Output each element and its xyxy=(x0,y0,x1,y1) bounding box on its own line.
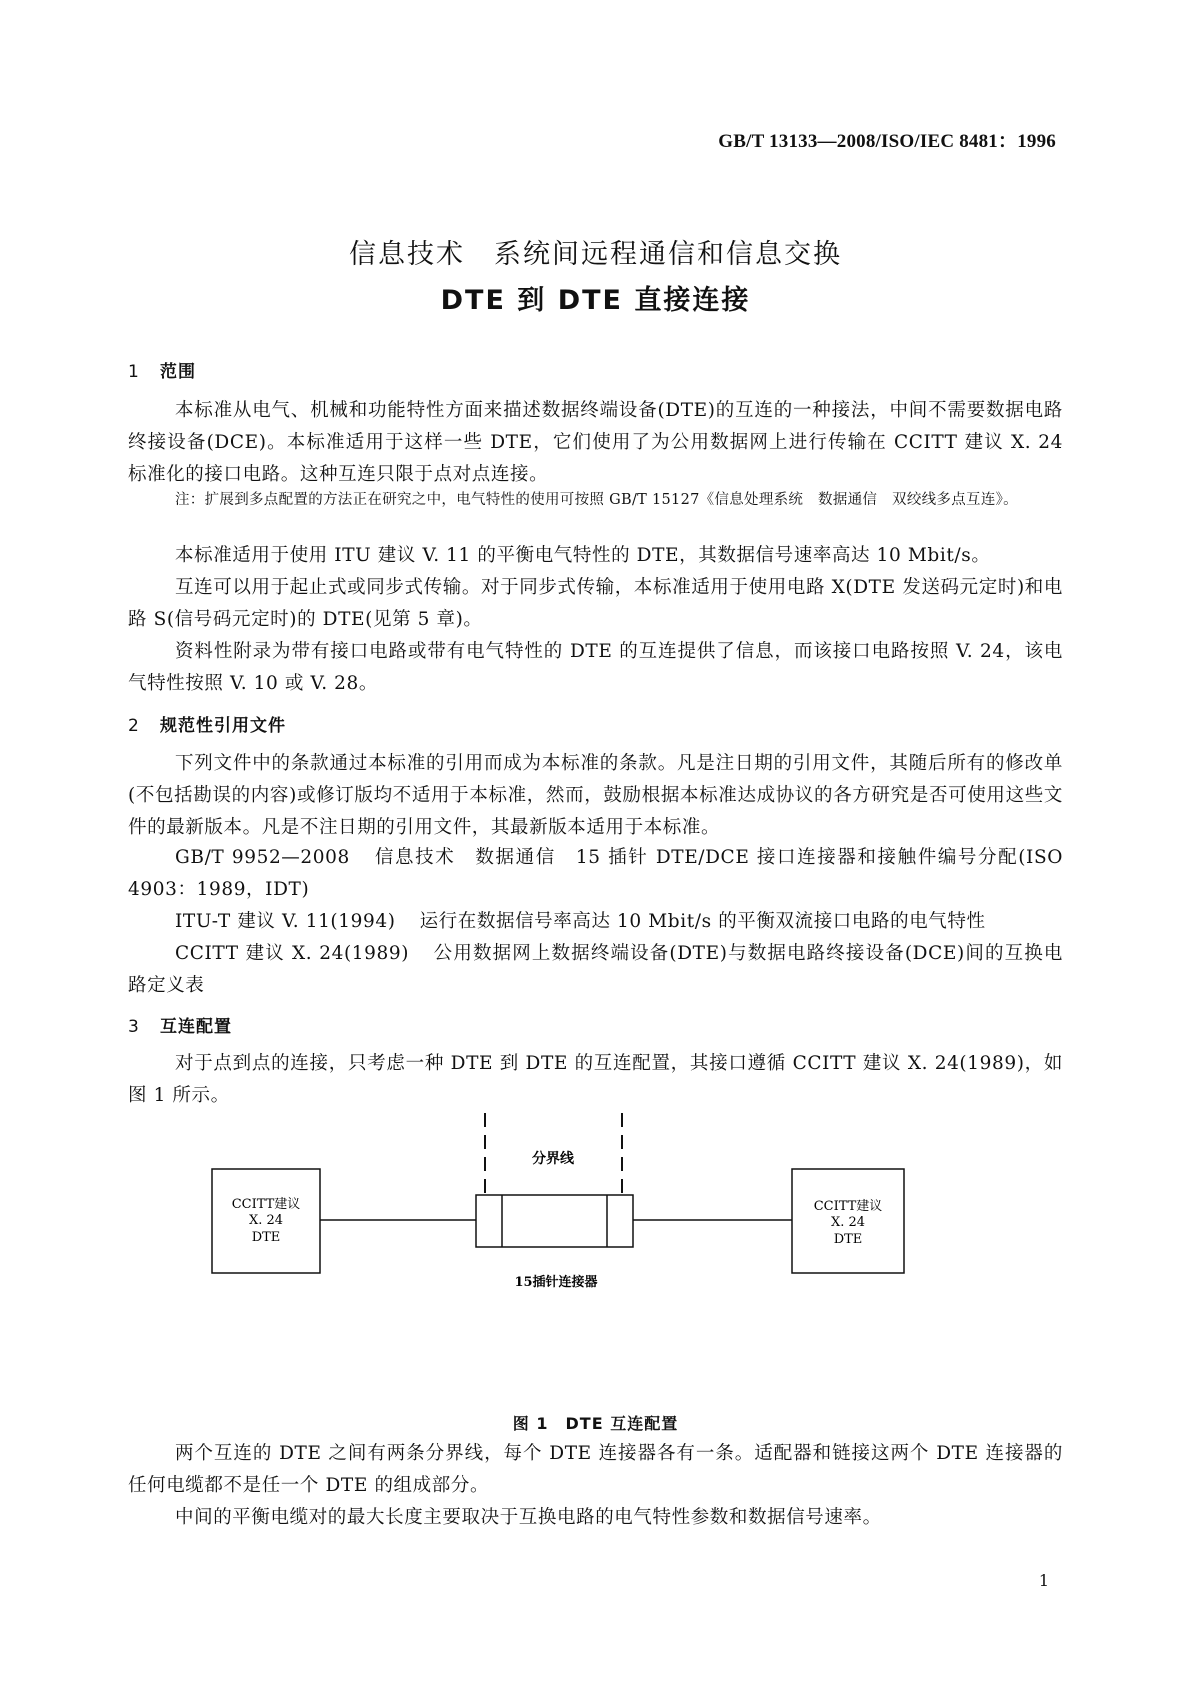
connector-label: 15插针连接器 xyxy=(514,1275,598,1290)
document-title-line1: 信息技术 系统间远程通信和信息交换 xyxy=(349,239,842,270)
section-1-note: 注：扩展到多点配置的方法正在研究之中，电气特性的使用可按照 GB/T 15127《信息处理系统 数据通信 双绞线多点互连》。 xyxy=(175,492,1018,508)
right-box-line3: DTE xyxy=(833,1232,863,1247)
reference-title: 公用数据网上数据终端设备(DTE)与数据电路终接设备(DCE)间的互换电路定义表 xyxy=(128,943,1063,996)
section-1-paragraph-3: 互连可以用于起止式或同步式传输。对于同步式传输，本标准适用于使用电路 X(DTE 发送码元定时)和电路 S(信号码元定时)的 DTE(见第 5 章)。 xyxy=(128,577,1063,630)
right-box-line1: CCITT建议 xyxy=(813,1199,883,1214)
section-3-paragraph-2: 两个互连的 DTE 之间有两条分界线，每个 DTE 连接器各有一条。适配器和链接这两个 DTE 连接器的任何电缆都不是任一个 DTE 的组成部分。 xyxy=(128,1443,1063,1496)
left-box-line3: DTE xyxy=(251,1230,281,1245)
section-title: 互连配置 xyxy=(160,1017,232,1037)
right-box-line2: X. 24 xyxy=(830,1215,866,1230)
section-number: 3 xyxy=(128,1017,140,1037)
normative-reference xyxy=(128,906,1063,938)
section-3-paragraph-1: 对于点到点的连接，只考虑一种 DTE 到 DTE 的互连配置，其接口遵循 CCITT 建议 X. 24(1989)，如图 1 所示。 xyxy=(128,1053,1063,1106)
page-number: 1 xyxy=(1038,1571,1049,1590)
reference-code: CCITT 建议 X. 24(1989) xyxy=(175,943,410,964)
figure-caption: 图 1 DTE 互连配置 xyxy=(512,1414,679,1433)
section-3-heading xyxy=(128,1012,232,1037)
section-title: 范围 xyxy=(160,362,196,382)
section-number: 2 xyxy=(128,716,140,736)
section-3-paragraph-3: 中间的平衡电缆对的最大长度主要取决于互换电路的电气特性参数和数据信号速率。 xyxy=(175,1507,882,1528)
normative-reference xyxy=(128,842,1063,906)
section-number: 1 xyxy=(128,362,140,382)
section-1-paragraph-4: 资料性附录为带有接口电路或带有电气特性的 DTE 的互连提供了信息，而该接口电路按照 V. 24，该电气特性按照 V. 10 或 V. 28。 xyxy=(128,641,1063,694)
reference-title: 运行在数据信号率高达 10 Mbit/s 的平衡双流接口电路的电气特性 xyxy=(419,911,986,932)
section-title: 规范性引用文件 xyxy=(160,716,286,736)
normative-reference xyxy=(128,938,1063,1002)
section-1-heading xyxy=(128,357,196,382)
figure-dte-interconnection xyxy=(0,1100,1191,1400)
connector-15-pin xyxy=(476,1195,633,1247)
left-box-line1: CCITT建议 xyxy=(231,1197,301,1212)
section-2-heading xyxy=(128,711,286,736)
section-1-paragraph-2: 本标准适用于使用 ITU 建议 V. 11 的平衡电气特性的 DTE，其数据信号速率高达 10 Mbit/s。 xyxy=(175,545,991,566)
reference-code: ITU-T 建议 V. 11(1994) xyxy=(175,911,396,932)
reference-code: GB/T 9952—2008 xyxy=(175,847,350,868)
document-title-line2: DTE 到 DTE 直接连接 xyxy=(440,285,751,316)
boundary-label: 分界线 xyxy=(532,1151,574,1167)
left-box-line2: X. 24 xyxy=(248,1213,284,1228)
section-2-paragraph-1: 下列文件中的条款通过本标准的引用而成为本标准的条款。凡是注日期的引用文件，其随后所有的修改单(不包括勘误的内容)或修订版均不适用于本标准，然而，鼓励根据本标准达成协议的各方研究是否可使用这些文件的最新版本。凡是不注日期的引用文件，其最新版本适用于本标准。 xyxy=(128,753,1063,838)
section-1-paragraph-1: 本标准从电气、机械和功能特性方面来描述数据终端设备(DTE)的互连的一种接法，中间不需要数据电路终接设备(DCE)。本标准适用于这样一些 DTE，它们使用了为公用数据网上进行传输在 CCITT 建议 X. 24 标准化的接口电路。这种互连只限于点对点连接。 xyxy=(128,400,1063,485)
reference-title: 信息技术 数据通信 15 插针 DTE/DCE 接口连接器和接触件编号分配(ISO 4903：1989，IDT) xyxy=(128,847,1063,900)
standard-number: GB/T 13133—2008/ISO/IEC 8481：1996 xyxy=(718,131,1056,152)
